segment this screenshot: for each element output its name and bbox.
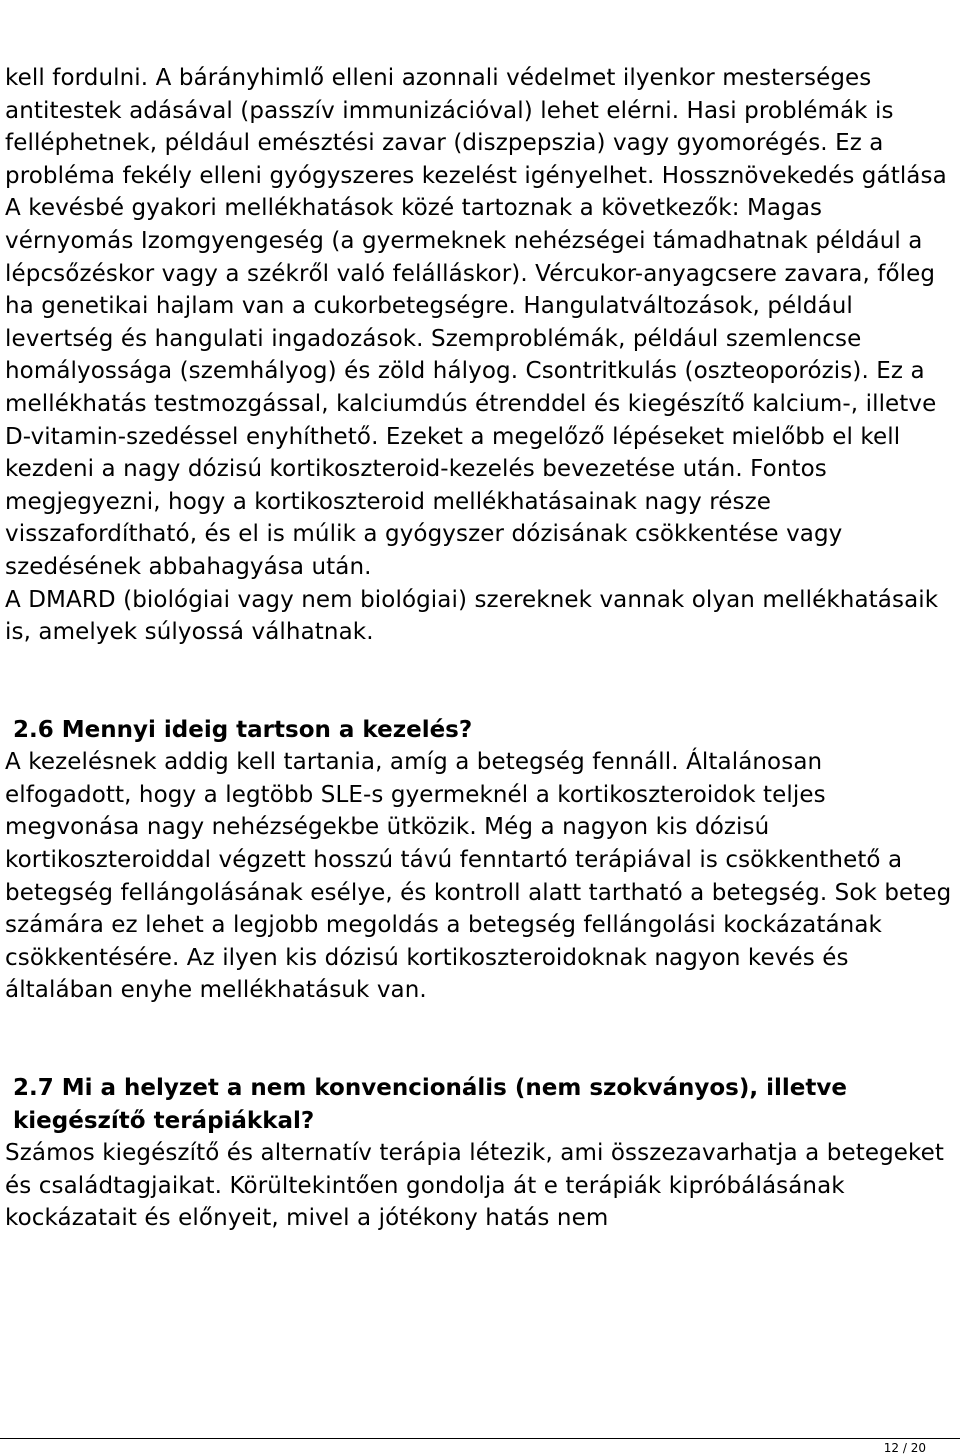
body-paragraph-dmard: A DMARD (biológiai vagy nem biológiai) szereknek vannak olyan mellékhatásaik is, amelyek súlyossá válhatnak. [5, 586, 939, 646]
body-paragraph-2-6: A kezelésnek addig kell tartania, amíg a betegség fennáll. Általánosan elfogadott, hogy a legtöbb SLE-s gyermeknél a kortikoszteroidok teljes megvonása nagy nehézségekbe ütközik. Még a nagyon kis dózisú kortikoszteroiddal végzett hosszú távú fenntartó terápiával is csökkenthető a betegség fellángolásának esélye, és kontroll alatt tartható a betegség. Sok beteg számára ez lehet a legjobb megoldás a betegség fellángolási kockázatának csökkentésére. Az ilyen kis dózisú kortikoszteroidoknak nagyon kevés és általában enyhe mellékhatásuk van. [5, 749, 952, 1004]
section-spacer [5, 1007, 955, 1072]
footer-divider [0, 1438, 960, 1439]
document-page [5, 62, 955, 1235]
section-heading-2-7: 2.7 Mi a helyzet a nem konvencionális (nem szokványos), illetve kiegészítő terápiákkal? [13, 1075, 847, 1134]
section-heading-2-6: 2.6 Mennyi ideig tartson a kezelés? [13, 716, 473, 743]
section-spacer [5, 649, 955, 714]
body-paragraph-2-7: Számos kiegészítő és alternatív terápia létezik, ami összezavarhatja a betegeket és családtagjaikat. Körültekintően gondolja át e terápiák kipróbálásának kockázatait és előnyeit, mivel a jótékony hatás nem [5, 1140, 944, 1232]
body-paragraph-side-effects: kell fordulni. A bárányhimlő elleni azonnali védelmet ilyenkor mesterséges antitestek adásával (passzív immunizációval) lehet elérni. Hasi problémák is felléphetnek, például emésztési zavar (diszpepszia) vagy gyomorégés. Ez a probléma fekély elleni gyógyszeres kezelést igényelhet. Hossznövekedés gátlása A kevésbé gyakori mellékhatások közé tartoznak a következők: Magas vérnyomás Izomgyengeség (a gyermeknek nehézségei támadhatnak például a lépcsőzéskor vagy a székről való felálláskor). Vércukor-anyagcsere zavara, főleg ha genetikai hajlam van a cukorbetegségre. Hangulatváltozások, például levertség és hangulati ingadozások. Szemproblémák, például szemlencse homályossága (szemhályog) és zöld hályog. Csontritkulás (oszteoporózis). Ez a mellékhatás testmozgással, kalciumdús étrenddel és kiegészítő kalcium-, illetve D-vitamin-szedéssel enyhíthető. Ezeket a megelőző lépéseket mielőbb el kell kezdeni a nagy dózisú kortikoszteroid-kezelés bevezetése után. Fontos megjegyezni, hogy a kortikoszteroid mellékhatásainak nagy része visszafordítható, és el is múlik a gyógyszer dózisának csökkentése vagy szedésének abbahagyása után. [5, 65, 947, 580]
page-number: 12 / 20 [883, 1441, 926, 1455]
